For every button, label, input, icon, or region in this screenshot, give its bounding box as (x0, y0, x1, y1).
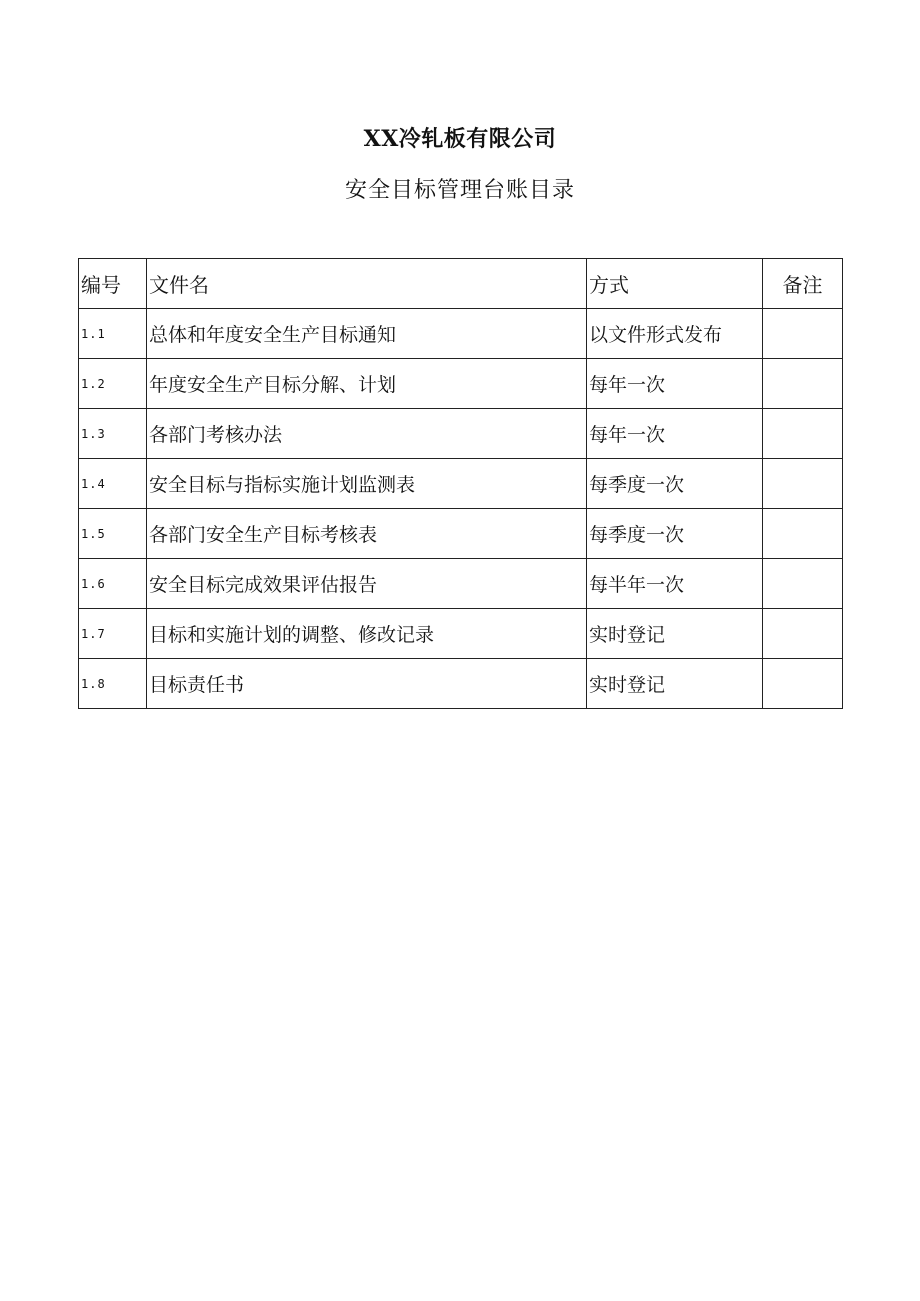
row-no: 1.7 (79, 609, 147, 659)
company-title: XX冷轧板有限公司 (363, 126, 557, 152)
row-note (763, 659, 843, 709)
row-no: 1.3 (79, 409, 147, 459)
row-no: 1.8 (79, 659, 147, 709)
row-method: 每季度一次 (587, 459, 763, 509)
row-file-name: 总体和年度安全生产目标通知 (147, 309, 587, 359)
row-note (763, 409, 843, 459)
row-file-name: 各部门安全生产目标考核表 (147, 509, 587, 559)
row-note (763, 459, 843, 509)
row-file-name: 目标责任书 (147, 659, 587, 709)
row-no: 1.4 (79, 459, 147, 509)
table-row (79, 609, 843, 659)
row-method: 每半年一次 (587, 559, 763, 609)
table-row (79, 459, 843, 509)
row-note (763, 609, 843, 659)
table-row (79, 409, 843, 459)
row-note (763, 509, 843, 559)
row-note (763, 559, 843, 609)
row-file-name: 安全目标完成效果评估报告 (147, 559, 587, 609)
row-method: 每季度一次 (587, 509, 763, 559)
header-note: 备注 (763, 259, 843, 309)
row-no: 1.2 (79, 359, 147, 409)
table-row (79, 509, 843, 559)
table-row (79, 359, 843, 409)
row-file-name: 年度安全生产目标分解、计划 (147, 359, 587, 409)
ledger-table (78, 258, 843, 709)
row-note (763, 359, 843, 409)
row-no: 1.5 (79, 509, 147, 559)
table-header-row (79, 259, 843, 309)
row-file-name: 安全目标与指标实施计划监测表 (147, 459, 587, 509)
row-file-name: 各部门考核办法 (147, 409, 587, 459)
row-file-name: 目标和实施计划的调整、修改记录 (147, 609, 587, 659)
table-row (79, 559, 843, 609)
row-no: 1.6 (79, 559, 147, 609)
row-method: 每年一次 (587, 359, 763, 409)
header-file-name: 文件名 (147, 259, 587, 309)
document-title: 安全目标管理台账目录 (344, 178, 575, 203)
header-no: 编号 (79, 259, 147, 309)
row-method: 实时登记 (587, 659, 763, 709)
header-method: 方式 (587, 259, 763, 309)
row-method: 实时登记 (587, 609, 763, 659)
table-row (79, 309, 843, 359)
row-method: 以文件形式发布 (587, 309, 763, 359)
table-row (79, 659, 843, 709)
row-method: 每年一次 (587, 409, 763, 459)
row-note (763, 309, 843, 359)
row-no: 1.1 (79, 309, 147, 359)
